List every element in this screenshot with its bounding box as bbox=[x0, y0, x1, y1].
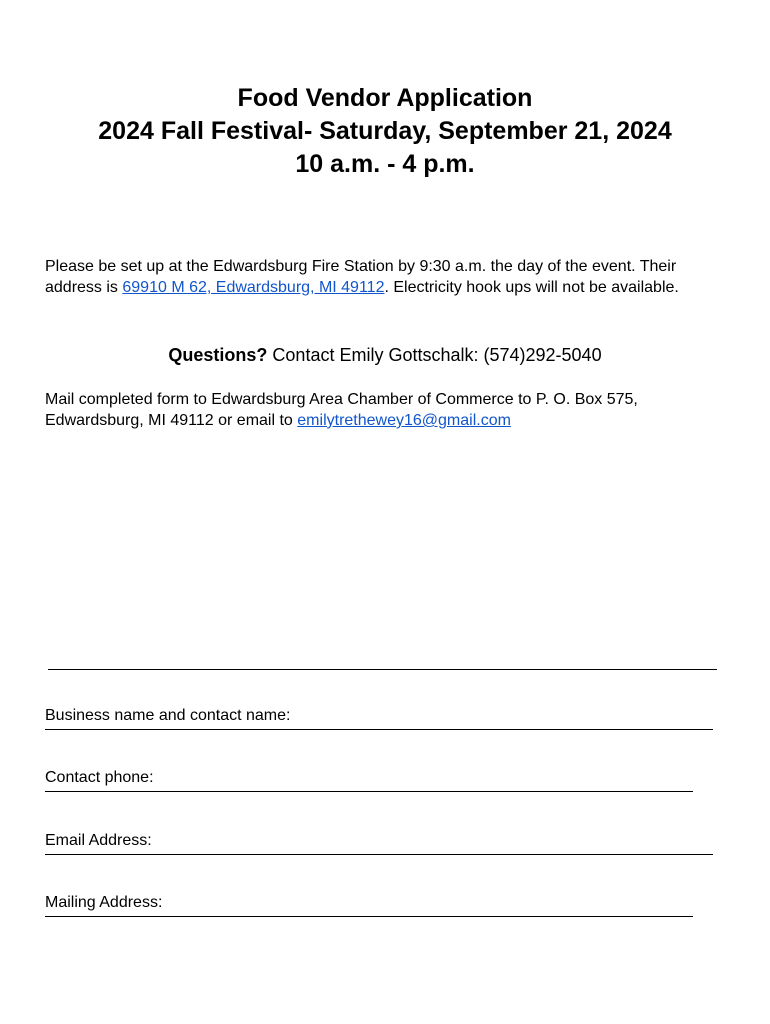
contact-phone-field[interactable] bbox=[45, 791, 693, 792]
questions-contact bbox=[0, 343, 770, 367]
setup-text-after: . Electricity hook ups will not be available. bbox=[384, 279, 679, 296]
mail-instructions bbox=[45, 389, 735, 431]
email-address-field[interactable] bbox=[45, 854, 713, 855]
page-title bbox=[0, 82, 770, 181]
business-name-label: Business name and contact name: bbox=[45, 707, 291, 724]
contact-phone-label: Contact phone: bbox=[45, 769, 154, 786]
title-line-2: 2024 Fall Festival- Saturday, September 21, 2024 bbox=[98, 117, 672, 145]
questions-label: Questions? bbox=[168, 345, 268, 365]
email-link[interactable]: emilytrethewey16@gmail.com bbox=[297, 412, 511, 429]
setup-text-before: Please be set up at the Edwardsburg Fire Station by 9:30 a.m. the day of the event. Their address is bbox=[45, 258, 677, 296]
business-name-field[interactable] bbox=[45, 729, 713, 730]
mailing-address-label: Mailing Address: bbox=[45, 894, 163, 911]
questions-contact-text: Contact Emily Gottschalk: (574)292-5040 bbox=[267, 345, 602, 365]
title-line-1: Food Vendor Application bbox=[237, 84, 533, 112]
address-link[interactable]: 69910 M 62, Edwardsburg, MI 49112 bbox=[122, 279, 385, 296]
divider-line bbox=[48, 669, 717, 670]
title-line-3: 10 a.m. - 4 p.m. bbox=[295, 150, 475, 178]
mail-text: Mail completed form to Edwardsburg Area Chamber of Commerce to P. O. Box 575, Edwardsburg, MI 49112 or email to bbox=[45, 391, 638, 429]
mailing-address-field[interactable] bbox=[45, 916, 693, 917]
email-address-label: Email Address: bbox=[45, 832, 152, 849]
setup-instructions bbox=[45, 256, 735, 298]
